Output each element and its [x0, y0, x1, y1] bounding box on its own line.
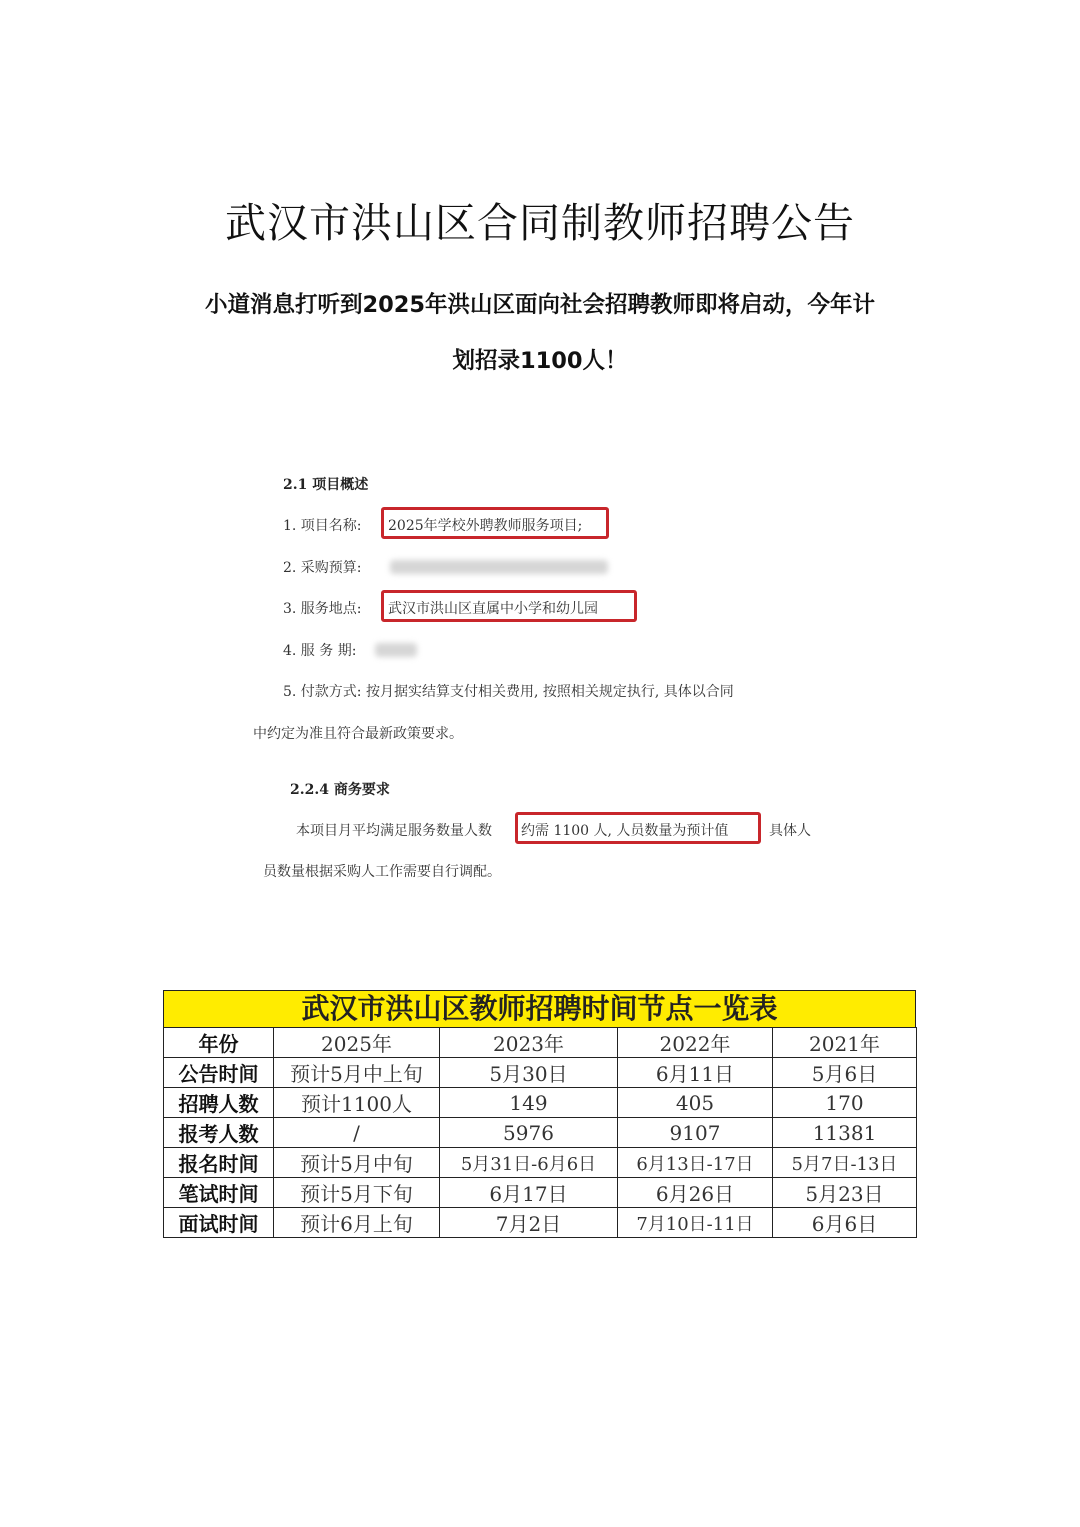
item-5-text: 5. 付款方式: 按月据实结算支付相关费用, 按照相关规定执行, 具体以合同	[283, 684, 734, 700]
header-cell: 年份	[164, 1028, 274, 1058]
table-cell: 5月31日-6月6日	[440, 1148, 618, 1178]
row-label: 公告时间	[164, 1058, 274, 1088]
row-label: 招聘人数	[164, 1088, 274, 1118]
table-cell: 9107	[618, 1118, 773, 1148]
table-cell: 6月13日-17日	[618, 1148, 773, 1178]
redacted-service-period	[375, 643, 417, 657]
requirement-highlight: 约需 1100 人, 人员数量为预计值	[521, 823, 729, 839]
item-1-label: 1. 项目名称:	[283, 518, 362, 534]
recruitment-timeline-table	[163, 990, 916, 1238]
table-header-row	[164, 1028, 917, 1058]
table-row	[164, 1058, 917, 1088]
table-cell: 预计5月中上旬	[274, 1058, 440, 1088]
redacted-budget	[390, 560, 608, 574]
table-cell: 5976	[440, 1118, 618, 1148]
table-cell: 5月6日	[773, 1058, 917, 1088]
requirement-continued: 员数量根据采购人工作需要自行调配。	[263, 864, 501, 880]
table-cell: 11381	[773, 1118, 917, 1148]
row-label: 报名时间	[164, 1148, 274, 1178]
document-excerpt	[230, 460, 850, 890]
table-cell: /	[274, 1118, 440, 1148]
table-row	[164, 1088, 917, 1118]
requirement-prefix: 本项目月平均满足服务数量人数	[296, 823, 492, 839]
requirement-suffix: 具体人	[769, 823, 811, 839]
header-cell: 2025年	[274, 1028, 440, 1058]
table-cell: 6月11日	[618, 1058, 773, 1088]
section-heading-business: 2.2.4 商务要求	[290, 782, 390, 798]
row-label: 面试时间	[164, 1208, 274, 1238]
table-cell: 预计1100人	[274, 1088, 440, 1118]
table-cell: 6月17日	[440, 1178, 618, 1208]
table-caption: 武汉市洪山区教师招聘时间节点一览表	[163, 990, 916, 1027]
section-heading-overview: 2.1 项目概述	[283, 477, 369, 493]
intro-line-2: 划招录1100人！	[452, 348, 628, 374]
table-row	[164, 1178, 917, 1208]
table-cell: 7月2日	[440, 1208, 618, 1238]
table-cell: 170	[773, 1088, 917, 1118]
item-1-value: 2025年学校外聘教师服务项目;	[388, 518, 583, 534]
item-2-label: 2. 采购预算:	[283, 560, 362, 576]
table-cell: 预计5月下旬	[274, 1178, 440, 1208]
table-row	[164, 1148, 917, 1178]
table-cell: 405	[618, 1088, 773, 1118]
table-cell: 7月10日-11日	[618, 1208, 773, 1238]
table-row	[164, 1118, 917, 1148]
table-cell: 预计5月中旬	[274, 1148, 440, 1178]
header-cell: 2021年	[773, 1028, 917, 1058]
item-3-label: 3. 服务地点:	[283, 601, 362, 617]
table-cell: 5月30日	[440, 1058, 618, 1088]
table-cell: 预计6月上旬	[274, 1208, 440, 1238]
header-cell: 2022年	[618, 1028, 773, 1058]
item-3-value: 武汉市洪山区直属中小学和幼儿园	[388, 601, 598, 617]
item-5-continued: 中约定为准且符合最新政策要求。	[253, 726, 463, 742]
intro-line-1: 小道消息打听到2025年洪山区面向社会招聘教师即将启动，今年计	[204, 292, 876, 318]
header-cell: 2023年	[440, 1028, 618, 1058]
row-label: 报考人数	[164, 1118, 274, 1148]
table-cell: 6月26日	[618, 1178, 773, 1208]
table-cell: 149	[440, 1088, 618, 1118]
table-row	[164, 1208, 917, 1238]
item-4-label: 4. 服 务 期:	[283, 643, 357, 659]
table-cell: 5月23日	[773, 1178, 917, 1208]
table-cell: 5月7日-13日	[773, 1148, 917, 1178]
page-title: 武汉市洪山区合同制教师招聘公告	[225, 199, 855, 247]
row-label: 笔试时间	[164, 1178, 274, 1208]
table-cell: 6月6日	[773, 1208, 917, 1238]
